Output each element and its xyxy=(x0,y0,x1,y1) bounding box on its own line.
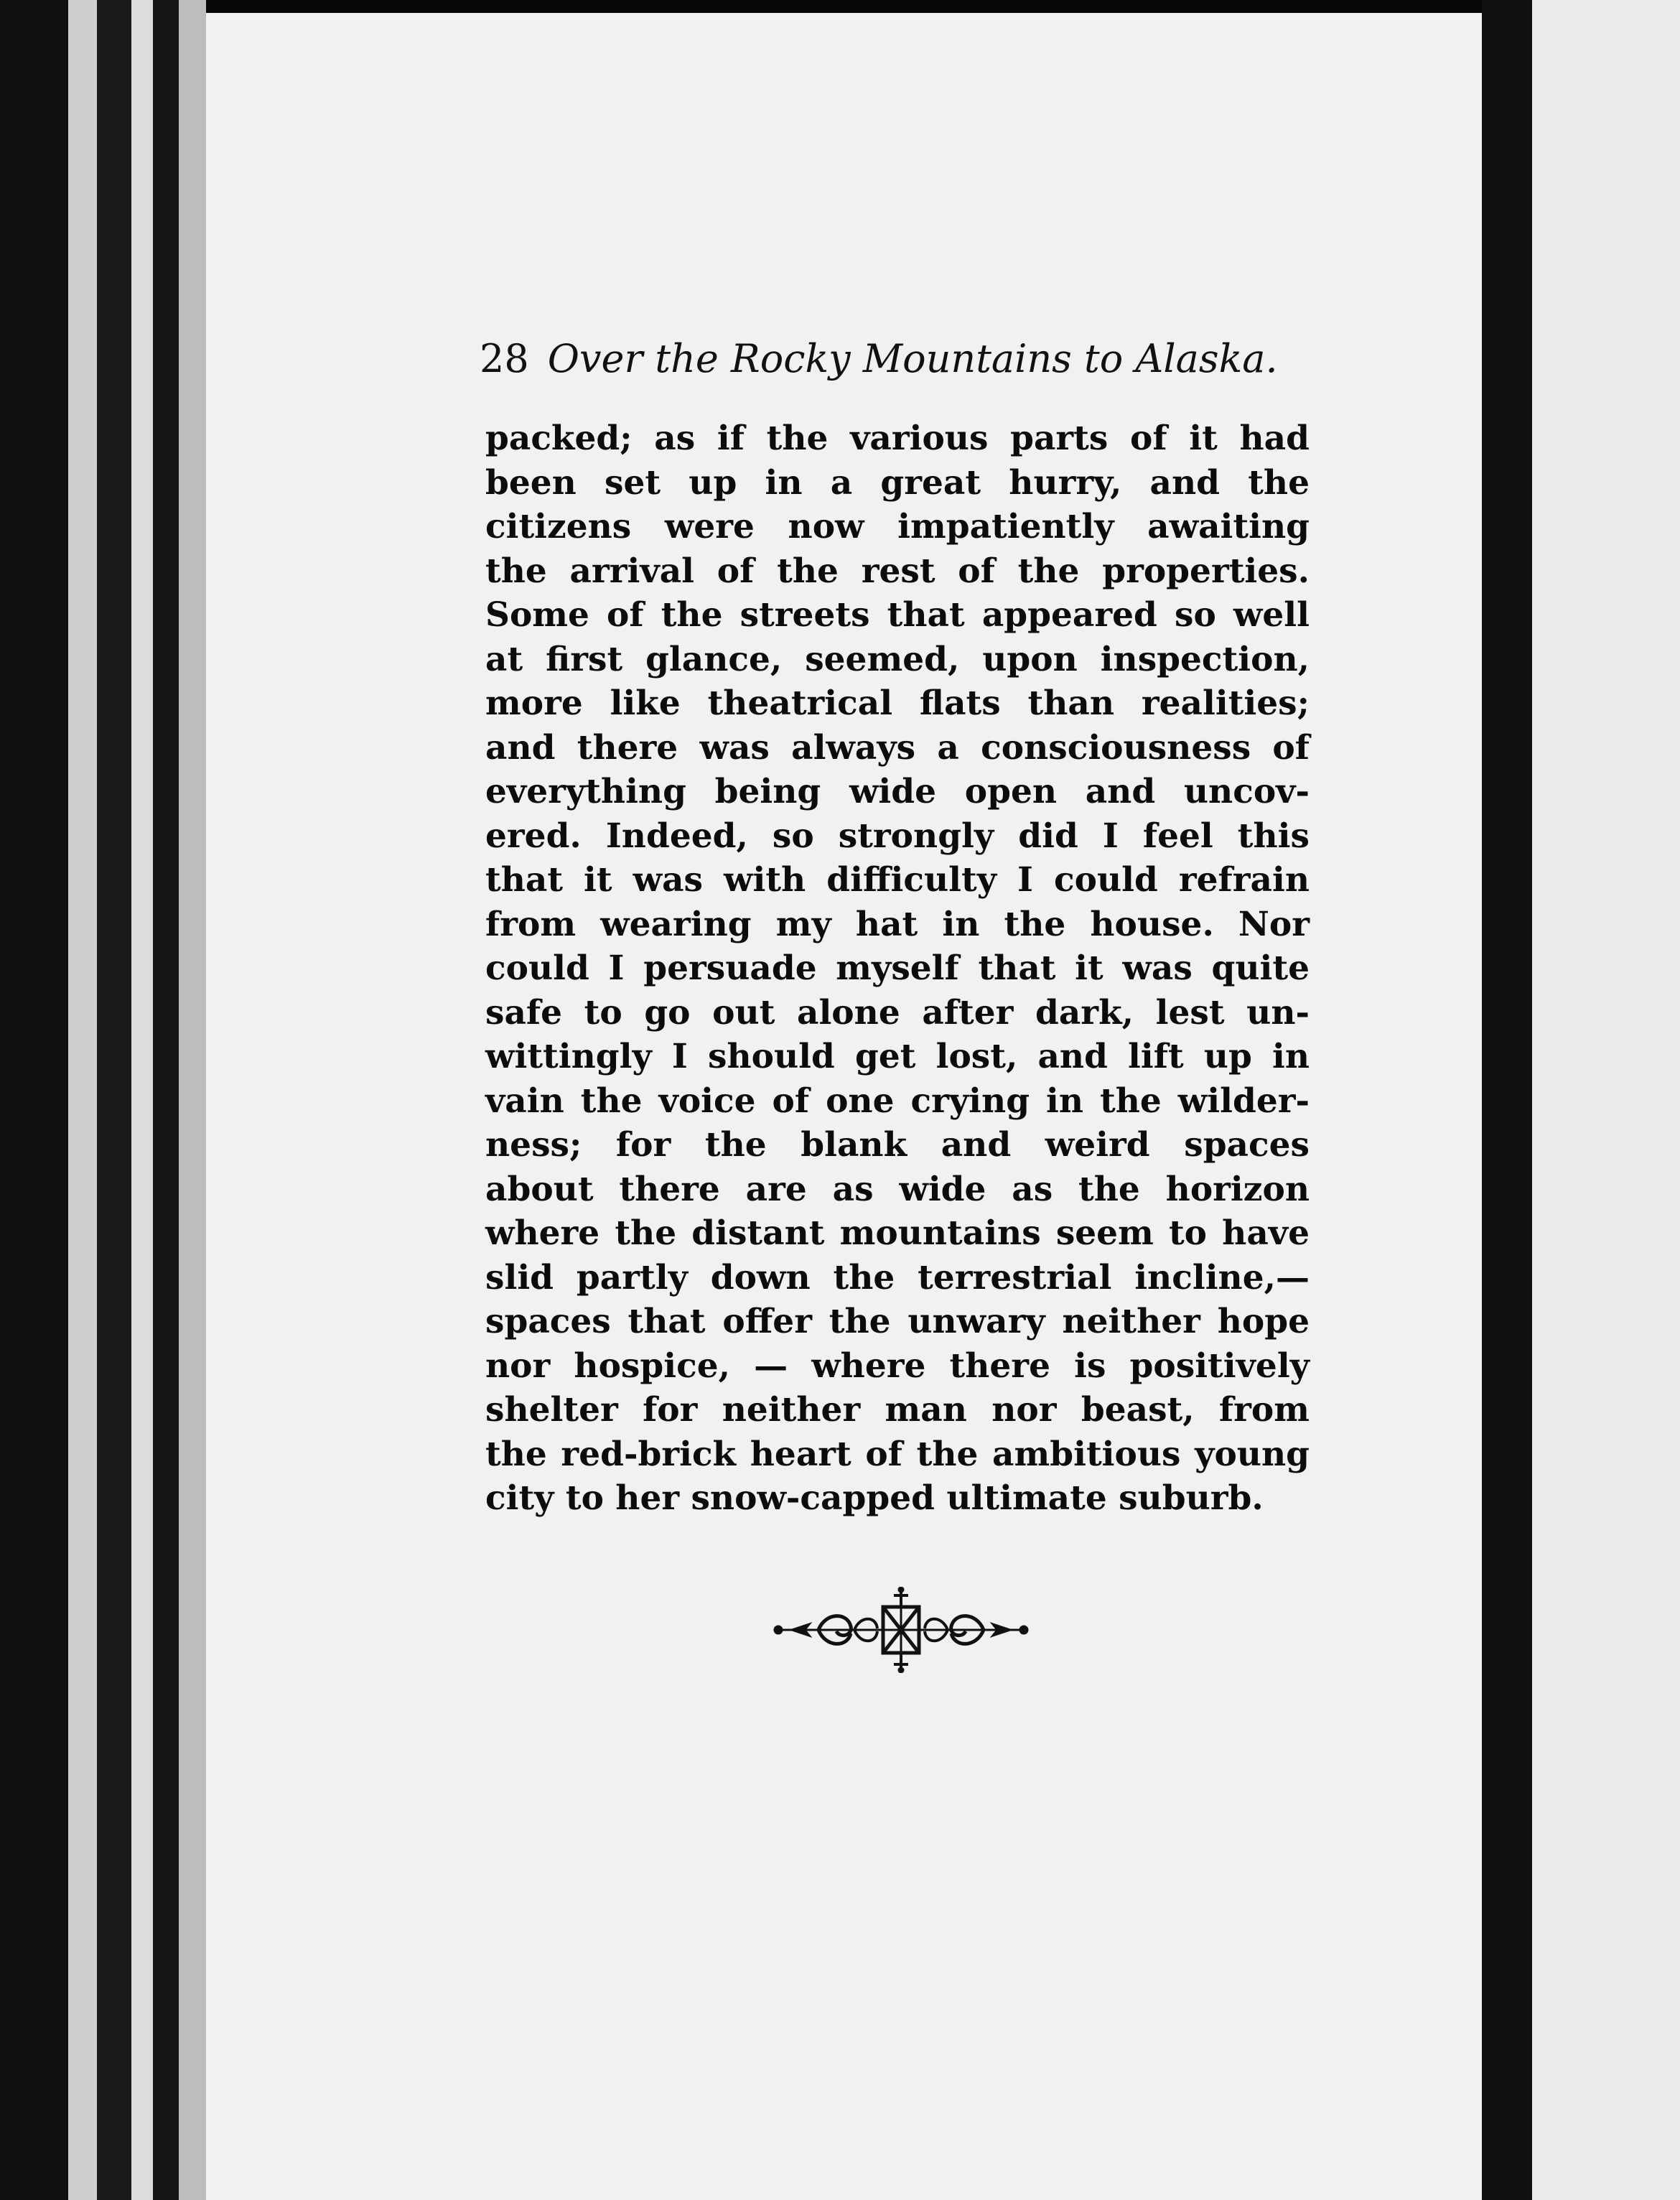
text-line: more like theatrical flats than realities; xyxy=(485,684,1310,723)
text-line: at first glance, seemed, upon inspection, xyxy=(485,639,1310,679)
text-line: ered. Indeed, so strongly did I feel this xyxy=(485,816,1310,856)
text-line: nor hospice, — where there is positively xyxy=(485,1346,1310,1386)
page-edge-shadow xyxy=(153,0,179,2200)
body-text xyxy=(485,416,1310,1521)
text-line: where the distant mountains seem to have xyxy=(485,1213,1310,1253)
text-line: the arrival of the rest of the properties. xyxy=(485,551,1310,591)
text-line: and there was always a consciousness of xyxy=(485,727,1310,768)
text-line: safe to go out alone after dark, lest un- xyxy=(485,992,1310,1033)
text-line: from wearing my hat in the house. Nor xyxy=(485,904,1310,944)
book-gutter xyxy=(1482,0,1532,2200)
tailpiece-ornament-icon xyxy=(768,1587,1034,1673)
text-line: shelter for neither man nor beast, from xyxy=(485,1390,1310,1430)
running-head xyxy=(480,330,1312,388)
text-line: about there are as wide as the horizon xyxy=(485,1169,1310,1209)
facing-page xyxy=(1532,0,1680,2200)
text-line: ness; for the blank and weird spaces xyxy=(485,1125,1310,1165)
text-line: vain the voice of one crying in the wilder- xyxy=(485,1081,1310,1121)
text-line: could I persuade myself that it was quite xyxy=(485,948,1310,988)
text-line: packed; as if the various parts of it had xyxy=(485,419,1310,458)
text-line: city to her snow-capped ultimate suburb. xyxy=(485,1478,1264,1518)
text-line: that it was with difficulty I could refrain xyxy=(485,860,1310,900)
text-line: spaces that offer the unwary neither hope xyxy=(485,1302,1310,1341)
text-line: the red-brick heart of the ambitious young xyxy=(485,1434,1310,1474)
text-line: everything being wide open and uncov- xyxy=(485,772,1310,811)
text-line: been set up in a great hurry, and the xyxy=(485,462,1310,503)
running-head-title: Over the Rocky Mountains to Alaska. xyxy=(547,336,1278,381)
page-edge-stack xyxy=(179,0,206,2200)
text-line: slid partly down the terrestrial incline,— xyxy=(485,1257,1310,1297)
page-edge-shadow xyxy=(97,0,131,2200)
text-line: citizens were now impatiently awaiting xyxy=(485,507,1310,546)
page-edge-stack xyxy=(131,0,153,2200)
page-edge-stack xyxy=(68,0,97,2200)
text-line: wittingly I should get lost, and lift up in xyxy=(485,1037,1310,1076)
page-number: 28 xyxy=(480,336,529,381)
text-line: Some of the streets that appeared so well xyxy=(485,595,1310,635)
binding-edge xyxy=(0,0,68,2200)
